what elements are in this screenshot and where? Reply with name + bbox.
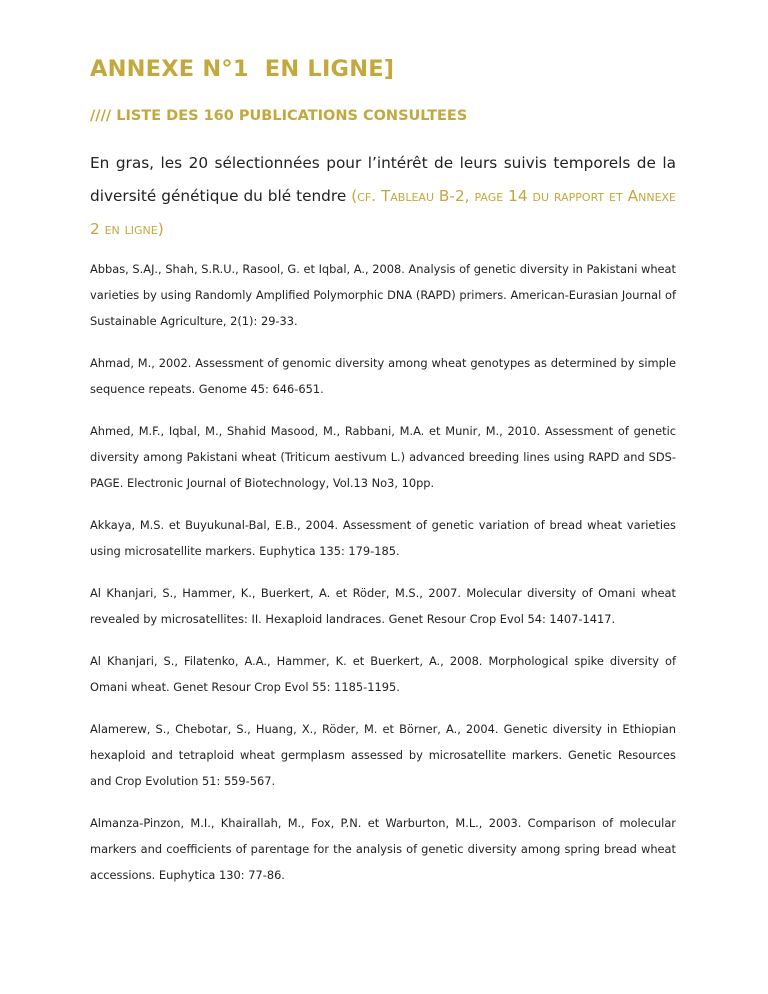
reference-list	[90, 256, 676, 904]
reference-entry: Ahmed, M.F., Iqbal, M., Shahid Masood, M., Rabbani, M.A. et Munir, M., 2010. Assessment of genetic diversity among Pakistani wheat (Triticum aestivum L.) advanced breeding lines using RAPD and SDS-PAGE. Electronic Journal of Biotechnology, Vol.13 No3, 10pp.	[90, 424, 676, 490]
reference-entry: Al Khanjari, S., Hammer, K., Buerkert, A. et Röder, M.S., 2007. Molecular diversity of Omani wheat revealed by microsatellites: II. Hexaploid landraces. Genet Resour Crop Evol 54: 1407-1417.	[90, 586, 676, 626]
intro-reference: (cf. Tableau B-2, page 14 du rapport et Annexe 2 en ligne)	[90, 187, 677, 238]
reference-entry: Ahmad, M., 2002. Assessment of genomic diversity among wheat genotypes as determined by simple sequence repeats. Genome 45: 646-651.	[90, 356, 676, 396]
reference-entry: Akkaya, M.S. et Buyukunal-Bal, E.B., 2004. Assessment of genetic variation of bread wheat varieties using microsatellite markers. Euphytica 135: 179-185.	[90, 518, 676, 558]
reference-entry: Al Khanjari, S., Filatenko, A.A., Hammer, K. et Buerkert, A., 2008. Morphological spike diversity of Omani wheat. Genet Resour Crop Evol 55: 1185-1195.	[90, 654, 676, 694]
section-subtitle: //// LISTE DES 160 PUBLICATIONS CONSULTEES	[90, 108, 468, 124]
intro-paragraph	[90, 147, 676, 246]
intro-text: En gras, les 20 sélectionnées pour l’intérêt de leurs suivis temporels de la diversité génétique du blé tendre	[90, 154, 676, 205]
reference-entry: Alamerew, S., Chebotar, S., Huang, X., Röder, M. et Börner, A., 2004. Genetic diversity in Ethiopian hexaploid and tetraploid wheat germplasm assessed by microsatellite markers. Genetic Resources and Crop Evolution 51: 559-567.	[90, 722, 676, 788]
reference-entry: Almanza-Pinzon, M.I., Khairallah, M., Fox, P.N. et Warburton, M.L., 2003. Comparison of molecular markers and coefficients of parentage for the analysis of genetic diversity among spring bread wheat accessions. Euphytica 130: 77-86.	[90, 816, 676, 882]
page-title: ANNEXE N°1 EN LIGNE]	[90, 56, 395, 82]
reference-entry: Abbas, S.AJ., Shah, S.R.U., Rasool, G. et Iqbal, A., 2008. Analysis of genetic diversity in Pakistani wheat varieties by using Randomly Amplified Polymorphic DNA (RAPD) primers. American-Eurasian Journal of Sustainable Agriculture, 2(1): 29-33.	[90, 262, 676, 328]
